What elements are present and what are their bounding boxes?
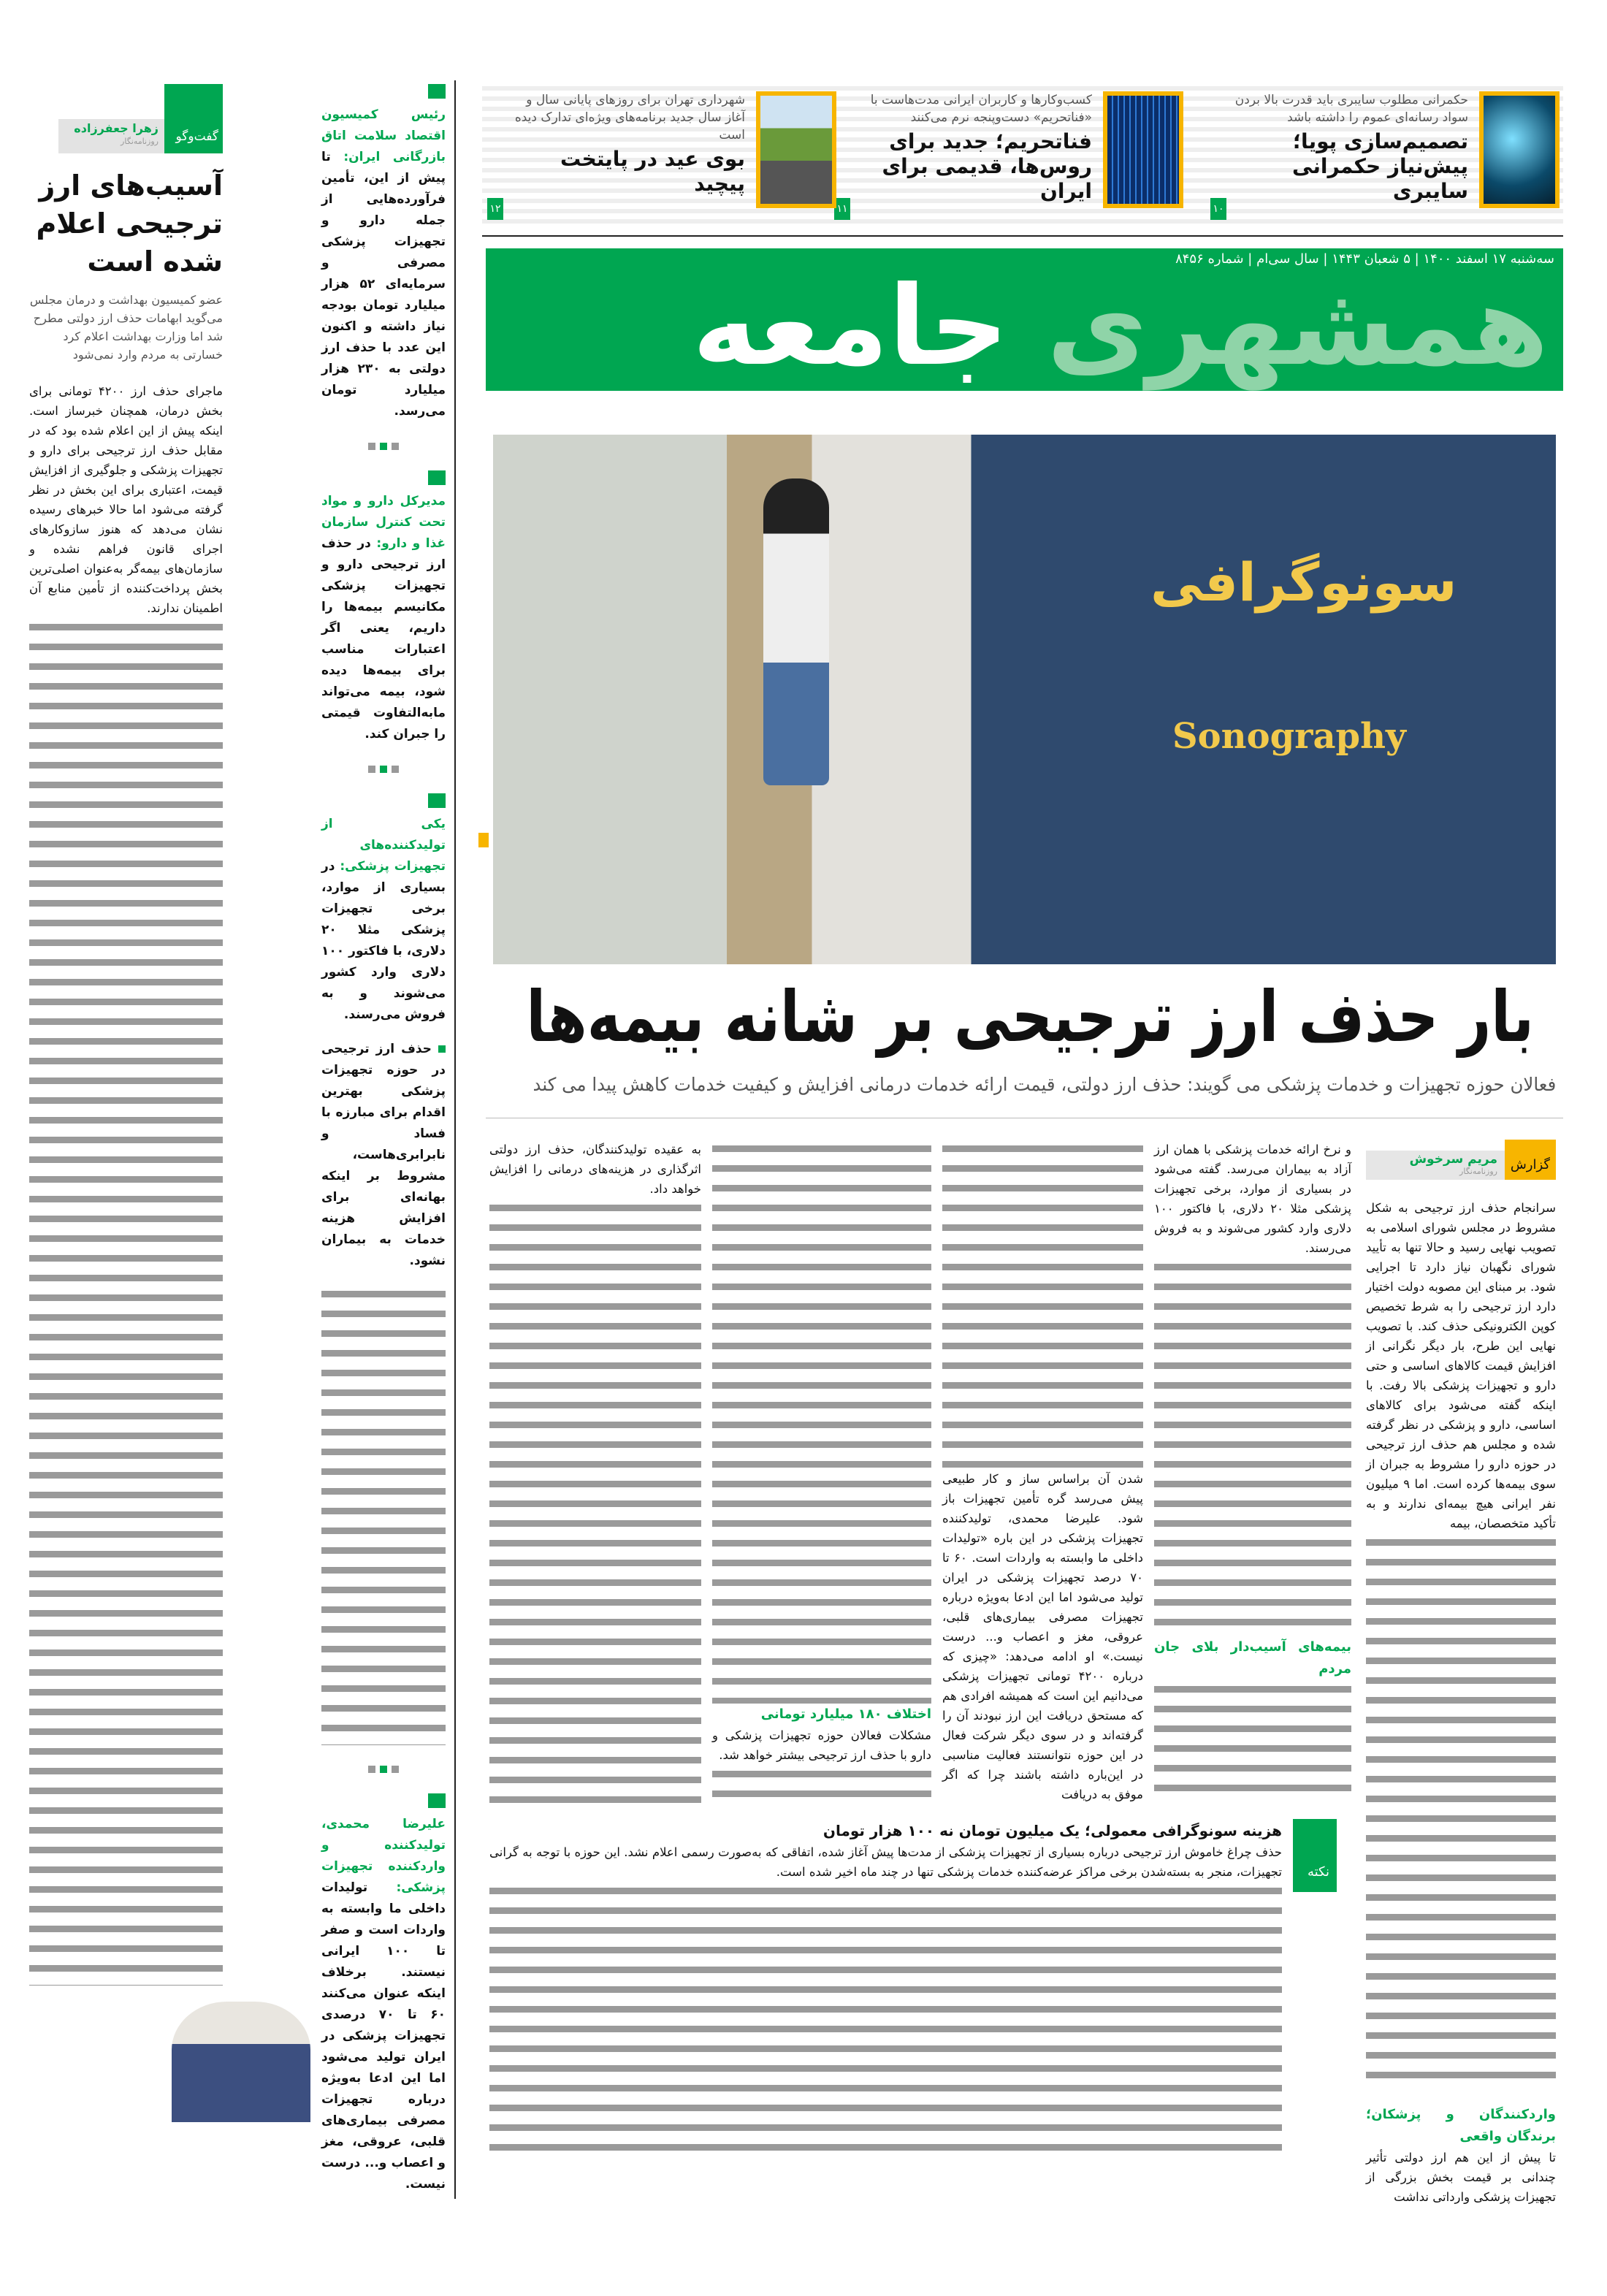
teaser-divider: [482, 235, 1563, 237]
interviewee-photo: [172, 2002, 310, 2122]
quote-text: تا پیش از این، تأمین فرآورده‌هایی از جمله دارو و تجهیزات پزشکی مصرفی و سرمایه‌ای ۵۲ هزار میلیارد تومان بودجه نیاز داشته و اکنون این عدد با حذف ارز دولتی به ۲۳۰ هزار میلیارد تومان می‌رسد.: [321, 150, 446, 419]
body-col-1: [1366, 1198, 1556, 2089]
main-subheadline: فعالان حوزه تجهیزات و خدمات پزشکی می گویند: حذف ارز دولتی، قیمت ارائه خدمات درمانی افزایش و کیفیت خدمات کاهش پیدا می کند: [533, 1074, 1556, 1095]
report-byline: [1366, 1151, 1505, 1180]
teaser-page: ۱۰: [1210, 198, 1226, 220]
text-lines: [712, 1140, 931, 1704]
bullet-icon: [438, 1045, 446, 1053]
teaser-nowruz[interactable]: [486, 91, 836, 223]
pull-quote: [321, 84, 446, 422]
teaser-image: [1479, 91, 1560, 208]
paragraph: ماجرای حذف ارز ۴۲۰۰ تومانی برای بخش درمان، همچنان خبرساز است. اینکه پیش از این اعلام شده بود که در مقابل حذف ارز ترجیحی برای دارو و تجهیزات پزشکی و جلوگیری از افزایش قیمت، اعتباری برای این بخش در نظر گرفته می‌شود اما حالا خبرهای رسیده نشان می‌دهد که هنوز سازوکارهای اجرای قانون فراهم نشده و سازمان‌های بیمه‌گر به‌عنوان اصلی‌ترین بخش پرداخت‌کننده از تأمین منابع آن اطمینان ندارند.: [28, 384, 224, 615]
separator-dots: [321, 758, 446, 780]
quote-text: تولیدات داخلی ما وابسته به واردات است و صفر تا ۱۰۰ ایرانی نیستند. برخلاف اینکه عنوان می‌کنند ۶۰ تا ۷۰ درصدی تجهیزات پزشکی در ایران تولید می‌شود اما این ادعا به‌ویژه درباره تجهیزات مصرفی بیماری‌های قلبی، عروقی، مغز و اعصاب و... درست نیست.: [321, 1880, 446, 2192]
interview-lead: عضو کمیسیون بهداشت و درمان مجلس می‌گوید ابهامات حذف ارز دولتی مطرح شد اما وزارت بهداشت اعلام کرد خسارتی به مردم وارد نمی‌شود: [29, 293, 223, 362]
note-title: هزینه سونوگرافی معمولی؛ یک میلیون تومان نه ۱۰۰ هزار تومان: [822, 1822, 1282, 1839]
pull-quote: [321, 470, 446, 745]
text-lines: [712, 1765, 931, 1804]
quote-text: در بسیاری از موارد، برخی تجهیزات پزشکی مثلا ۲۰ دلاری، با فاکتور ۱۰۰ دلاری وارد کشور می‌شوند و به فروش می‌رسند.: [321, 859, 446, 1022]
interview-label: گفت‌وگو: [164, 84, 223, 153]
teaser-cyber[interactable]: [1209, 91, 1560, 223]
text-lines: [942, 1140, 1143, 1469]
author-role: روزنامه‌نگار: [1459, 1167, 1497, 1176]
quote-marker: [428, 793, 446, 808]
body-col-5: [489, 1140, 701, 1804]
pull-quote-column: [321, 84, 446, 2195]
interview-byline: [58, 119, 164, 153]
note-label: نکته: [1293, 1819, 1337, 1892]
paragraph: سرانجام حذف ارز ترجیحی به شکل مشروط در مجلس شورای اسلامی به تصویب نهایی رسید و حالا تنها به تأیید شورای نگهبان نیاز دارد تا اجرایی شود. بر مبنای این مصوبه دولت اختیار دارد ارز ترجیحی را به شرط تخصیص کوپن الکترونیکی حذف کند. با تصویب نهایی این طرح، بار دیگر نگرانی از افزایش قیمت کالاهای اساسی و حتی دارو و تجهیزات پزشکی بالا رفت. با اینکه گفته می‌شود برای کالاهای اساسی، دارو و پزشکی در نظر گرفته شده و مجلس هم حذف ارز ترجیحی در حوزه دارو را مشروط به جبران از سوی بیمه‌ها کرده است. اما ۹ میلیون نفر ایرانی هیچ بیمه‌ای ندارند و به تأکید متخصصان، بیمه: [1366, 1201, 1556, 1530]
subheadline-box: [533, 1072, 1556, 1097]
teaser-kicker: حکمرانی مطلوب سایبری باید قدرت بالا بردن سواد رسانه‌ای عموم را داشته باشد: [1234, 93, 1468, 125]
interview-column: [29, 167, 223, 1986]
teaser-image: [756, 91, 836, 208]
teaser-title[interactable]: تصمیم‌سازی پویا؛ پیش‌نیاز حکمرانی سایبری: [1292, 129, 1468, 203]
paragraph: تا پیش از این هم ارز دولتی تأثیر چندانی بر قیمت بخش بزرگی از تجهیزات پزشکی وارداتی نداشت: [1366, 2151, 1556, 2204]
headline-box: [526, 975, 1534, 1059]
main-photo: [493, 435, 1556, 964]
quote-source: رئیس کمیسیون اقتصاد سلامت اتاق بازرگانی ایران:: [321, 107, 446, 164]
note-box: [489, 1819, 1282, 2162]
dateline: سه‌شنبه ۱۷ اسفند ۱۴۰۰ | ۵ شعبان ۱۴۴۳ | سال سی‌ام | شماره ۸۴۵۶: [1175, 251, 1554, 267]
body-col-1-end: [1366, 2104, 1556, 2207]
photo-sign-en: Sonography: [1172, 716, 1406, 757]
teaser-page: ۱۱: [834, 198, 850, 220]
body-col-3: [942, 1140, 1143, 1804]
quote-marker: [428, 1793, 446, 1808]
pull-quote: [321, 1039, 446, 1272]
separator-dots: [321, 1758, 446, 1780]
teaser-title[interactable]: بوی عید در پایتخت پیچید: [560, 147, 745, 196]
quote-text: حذف ارز ترجیحی در حوزه تجهیزات پزشکی بهترین اقدام برای مبارزه با فساد و نابرابری‌هاست، مشروط بر اینکه بهانه‌ای برای افزایش هزینه خدمات به بیماران نشود.: [321, 1042, 446, 1268]
teaser-page: ۱۲: [487, 198, 503, 220]
body-col-2: [1154, 1140, 1351, 1797]
teaser-text: [1234, 91, 1468, 204]
paragraph: شدن آن براساس ساز و کار طبیعی پیش می‌رسد گره تأمین تجهیزات باز شود. علیرضا محمدی، تولیدکننده تجهیزات پزشکی در این باره «تولیدات داخلی ما وابسته به واردات است. ۶۰ تا ۷۰ درصد تجهیزات پزشکی در ایران تولید می‌شود اما این ادعا به‌ویژه درباره تجهیزات مصرفی بیماری‌های قلبی، عروقی، مغز و اعصاب و... درست نیست.» او ادامه می‌دهد: «چیزی که درباره ۴۲۰۰ تومانی تجهیزات پزشکی می‌دانیم این است که همیشه افرادی هم که مستحق دریافت این ارز نبودند آن را گرفته‌اند و در سوی دیگر شرکت فعال در این حوزه نتوانستند فعالیت مناسبی در این‌باره داشته باشند چرا که اگر موفق به دریافت: [942, 1472, 1143, 1801]
quote-source: علیرضا محمدی، تولیدکننده و واردکننده تجهیزات پزشکی:: [321, 1817, 446, 1895]
pull-quote: [321, 1793, 446, 2195]
body-col-4: [712, 1140, 931, 1804]
teaser-text: [511, 91, 745, 197]
quote-text: در حذف ارز ترجیحی دارو و تجهیزات پزشکی مکانیسم بیمه‌ها را داریم، یعنی اگر اعتبارات مناسب برای بیمه‌ها دیده شود، بیمه می‌تواند مابه‌التفاوت قیمتی را جبران کند.: [321, 536, 446, 741]
text-lines: [1366, 1533, 1556, 2089]
paragraph: مشکلات فعالان حوزه تجهیزات پزشکی و دارو با حذف ارز ترجیحی بیشتر خواهد شد.: [712, 1728, 931, 1762]
teaser-title[interactable]: فناتحریم؛ جدید برای روس‌ها، قدیمی برای ایران: [882, 129, 1092, 203]
paragraph: و نرخ ارائه خدمات پزشکی با همان ارز آزاد به بیماران می‌رسد. گفته می‌شود در بسیاری از موارد، برخی تجهیزات پزشکی مثلا ۲۰ دلاری، با فاکتور ۱۰۰ دلاری وارد کشور می‌شوند و به فروش می‌رسند.: [1154, 1143, 1351, 1255]
report-label: گزارش: [1505, 1140, 1556, 1180]
text-lines: [1154, 1258, 1351, 1636]
text-lines: [29, 618, 223, 1986]
teaser-image: [1103, 91, 1183, 208]
logo: [692, 264, 1549, 389]
text-lines: [321, 1285, 446, 1745]
quote-source: مدیرکل دارو و مواد تحت کنترل سازمان غذا و دارو:: [321, 494, 446, 551]
author-name: زهرا جعفرزاده: [74, 121, 159, 135]
main-headline: بار حذف ارز ترجیحی بر شانه بیمه‌ها: [526, 976, 1534, 1058]
logo-hamshahri: همشهری: [1046, 263, 1549, 390]
photo-nurse: [763, 478, 829, 785]
teaser-text: [858, 91, 1092, 204]
subhead: اختلاف ۱۸۰ میلیارد تومانی: [760, 1706, 931, 1722]
text-lines: [489, 1199, 701, 1804]
teaser-kicker: کسب‌وکارها و کاربران ایرانی مدت‌هاست با «فناتحریم» دست‌وپنجه نرم می‌کنند: [870, 93, 1092, 125]
text-lines: [1154, 1680, 1351, 1797]
subhead: واردکنندگان و پزشکان؛ برندگان واقعی: [1366, 2107, 1556, 2144]
photo-credit-marker: [478, 833, 489, 847]
quote-marker: [428, 470, 446, 485]
author-role: روزنامه‌نگار: [121, 137, 159, 146]
text-lines: [489, 1882, 1282, 2162]
vertical-divider: [454, 80, 456, 2199]
paragraph: به عقیده تولیدکنندگان، حذف ارز دولتی اثرگذاری در هزینه‌های درمانی را افزایش خواهد داد.: [489, 1143, 701, 1196]
quote-source: یکی از تولیدکننده‌های تجهیزات پزشکی:: [321, 817, 446, 874]
note-text: حذف چراغ خاموش ارز ترجیحی درباره بسیاری از تجهیزات پزشکی از مدت‌ها پیش آغاز شده، اتفاقی که به‌صورت رسمی اعلام نشد. این حوزه با توجه به گرانی تجهیزات، منجر به بسته‌شدن برخی مراکز عرضه‌کننده خدمات پزشکی تنها در چند ماه اخیر شده است.: [489, 1845, 1282, 1879]
masthead: [486, 248, 1563, 391]
interview-title: آسیب‌های ارز ترجیحی اعلام شده است: [36, 169, 223, 278]
author-name: مریم سرخوش: [1409, 1152, 1497, 1167]
pull-quote: [321, 793, 446, 1026]
separator-dots: [321, 435, 446, 457]
logo-jameh: جامعه: [692, 263, 1009, 390]
subhead: بیمه‌های آسیب‌دار بلای جان مردم: [1154, 1639, 1351, 1677]
quote-marker: [428, 84, 446, 99]
teaser-sanctions[interactable]: [833, 91, 1183, 223]
photo-sign-fa: سونوگرافی: [1150, 552, 1457, 613]
teaser-kicker: شهرداری تهران برای روزهای پایانی سال و آغاز سال جدید برنامه‌های ویژه‌ای تدارک دیده است: [514, 93, 745, 142]
